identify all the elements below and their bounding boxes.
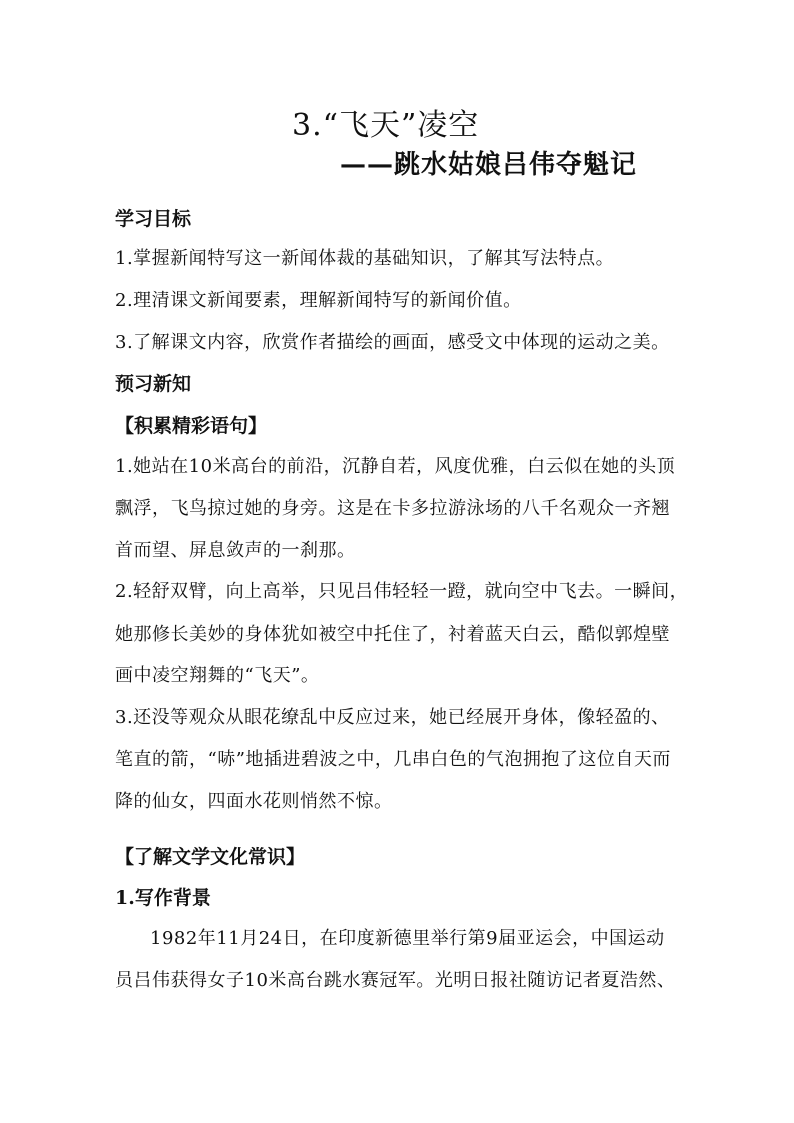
sentence-line: 2.轻舒双臂，向上高举，只见吕伟轻轻一蹬，就向空中飞去。一瞬间， xyxy=(115,581,689,602)
sentence-line: 1.她站在10米高台的前沿，沉静自若，风度优雅，白云似在她的头顶 xyxy=(115,456,676,477)
sentence-line: 降的仙女，四面水花则悄然不惊。 xyxy=(115,791,393,812)
sentence-line: 3.还没等观众从眼花缭乱中反应过来，她已经展开身体，像轻盈的、 xyxy=(115,707,670,728)
background-paragraph-line: 1982年11月24日，在印度新德里举行第9届亚运会，中国运动 xyxy=(150,928,665,949)
accumulate-heading: 【积累精彩语句】 xyxy=(115,415,268,437)
sentence-line: 她那修长美妙的身体犹如被空中托住了，衬着蓝天白云，酷似郭煌壁 xyxy=(115,624,670,645)
objective-item: 3.了解课文内容，欣赏作者描绘的画面，感受文中体现的运动之美。 xyxy=(115,332,670,353)
sentence-line: 首而望、屏息敛声的一刹那。 xyxy=(115,540,356,561)
sentence-line: 笔直的箭，“哧”地插进碧波之中，几串白色的气泡拥抱了这位自天而 xyxy=(115,749,671,770)
background-paragraph-line: 员吕伟获得女子10米高台跳水赛冠军。光明日报社随访记者夏浩然、 xyxy=(115,970,676,991)
background-subheading: 1.写作背景 xyxy=(115,887,211,909)
objective-item: 2.理清课文新闻要素，理解新闻特写的新闻价值。 xyxy=(115,290,522,311)
objectives-heading: 学习目标 xyxy=(115,208,192,230)
page-title: 3.“飞天”凌空 xyxy=(292,108,480,143)
objective-item: 1.掌握新闻特写这一新闻体裁的基础知识，了解其写法特点。 xyxy=(115,248,615,269)
sentence-line: 画中凌空翔舞的“飞天”。 xyxy=(115,665,320,686)
sentence-line: 飘浮，飞鸟掠过她的身旁。这是在卡多拉游泳场的八千名观众一齐翘 xyxy=(115,498,670,519)
page-subtitle: ——跳水姑娘吕伟夺魁记 xyxy=(340,150,638,180)
culture-heading: 【了解文学文化常识】 xyxy=(115,846,306,868)
preview-heading: 预习新知 xyxy=(115,373,192,395)
